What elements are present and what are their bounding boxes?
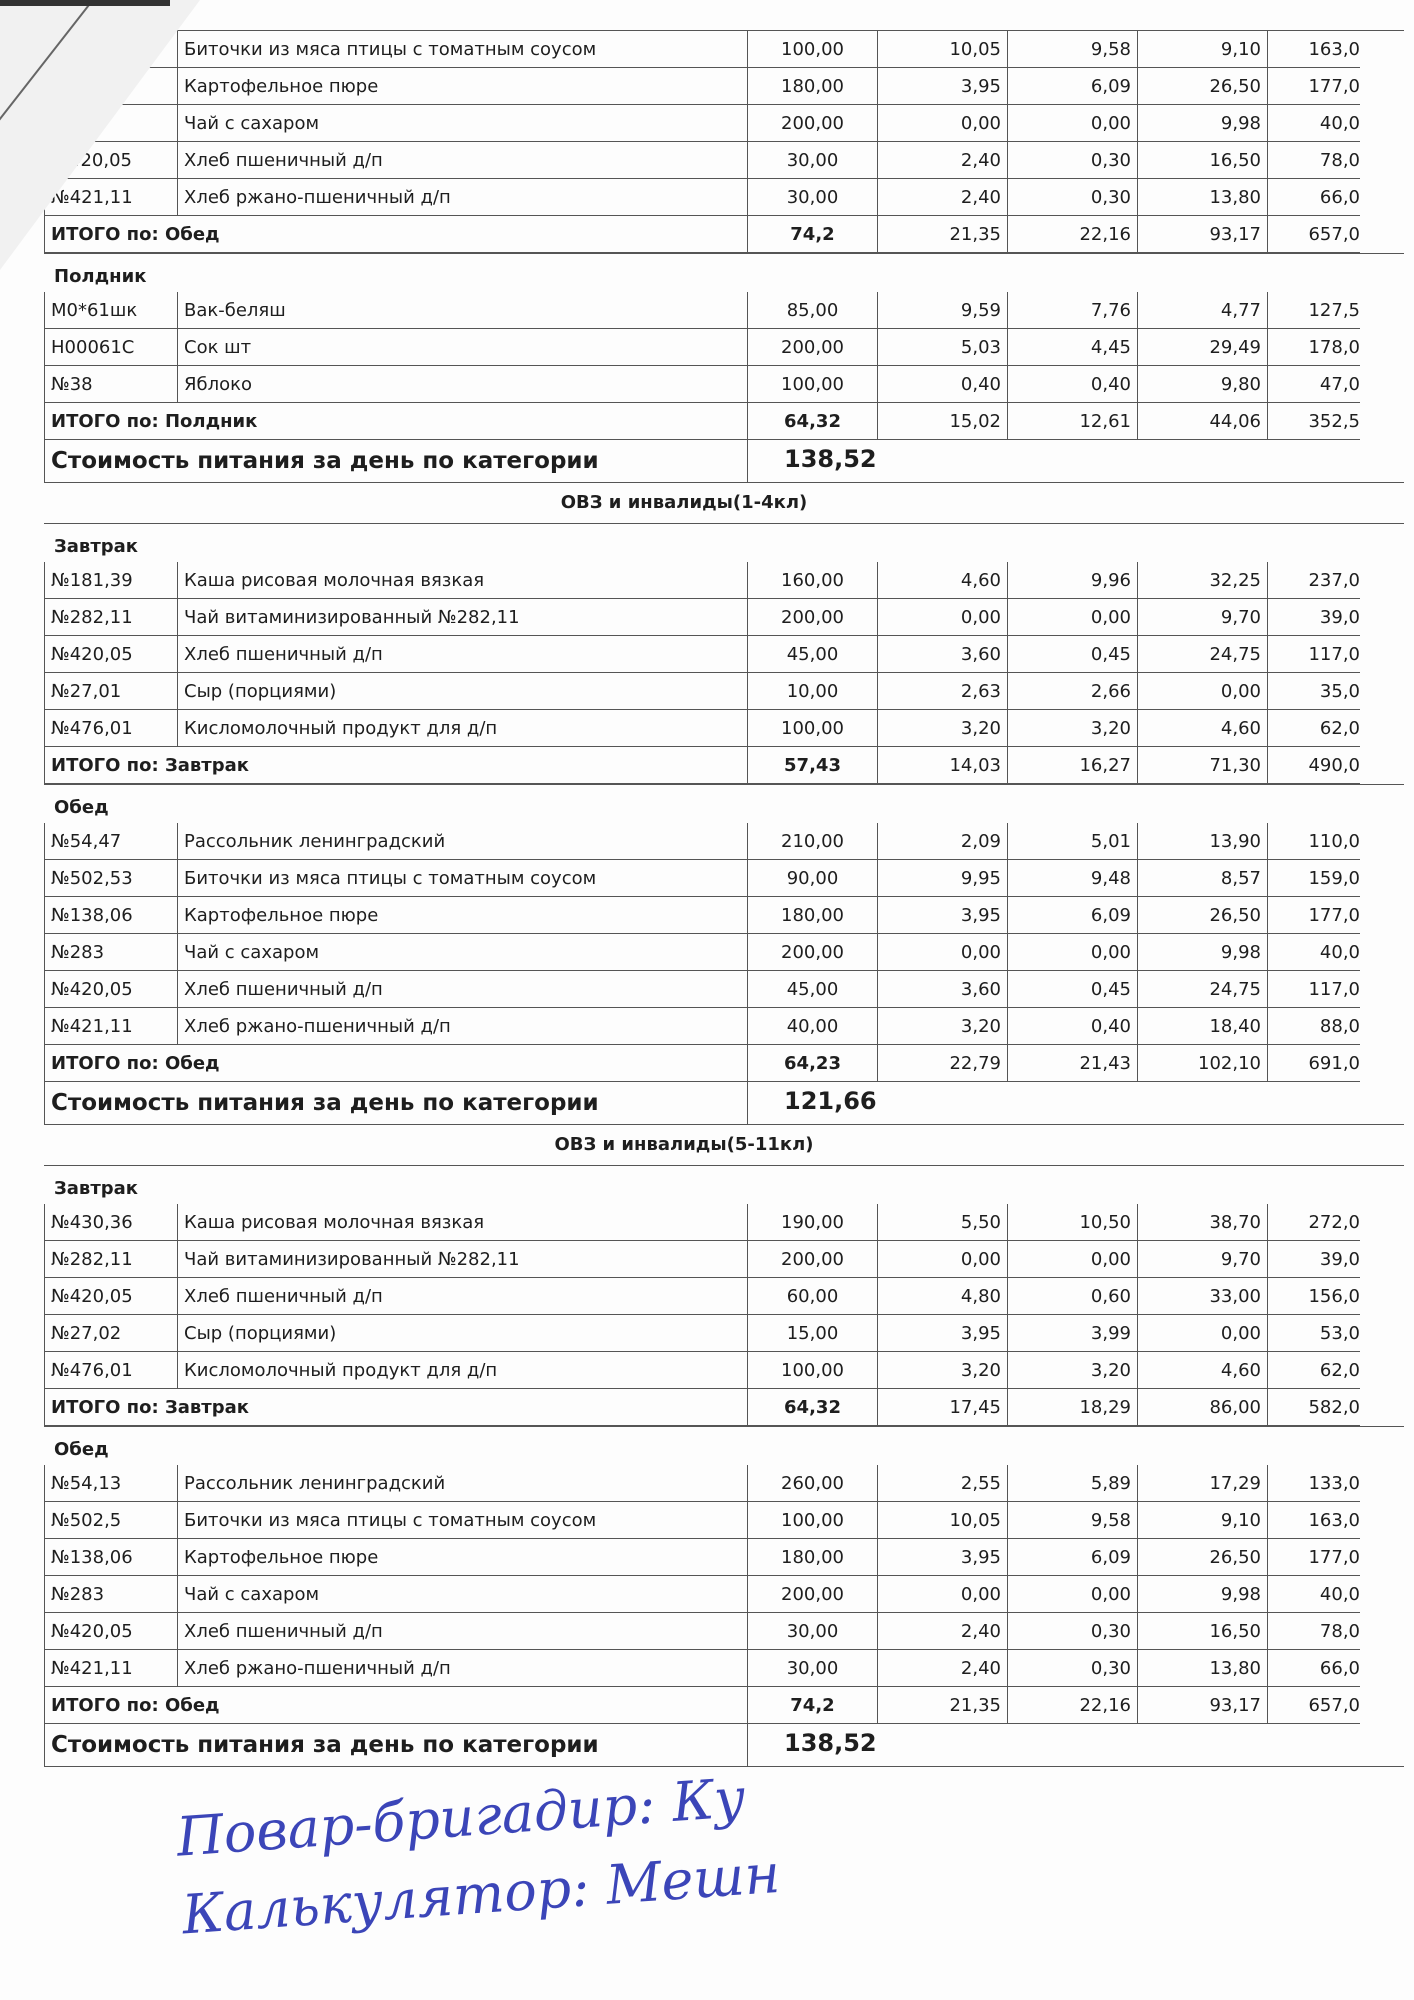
meal-total-carbs: 102,10	[1138, 1045, 1268, 1082]
dish-kcal: 40,0	[1268, 1576, 1360, 1613]
dish-kcal: 62,0	[1268, 1352, 1360, 1389]
dish-weight: 200,00	[748, 329, 878, 366]
dish-carbs: 9,80	[1138, 366, 1268, 403]
dish-name: Хлеб ржано-пшеничный д/п	[178, 1008, 748, 1045]
dish-code: №54,47	[44, 823, 178, 860]
meal-total-protein: 21,35	[878, 216, 1008, 253]
dish-code: №420,05	[44, 1613, 178, 1650]
dish-carbs: 8,57	[1138, 860, 1268, 897]
day-cost-label: Стоимость питания за день по категории	[44, 1082, 748, 1124]
category-section	[44, 483, 1404, 1125]
dish-fat: 0,30	[1008, 142, 1138, 179]
dish-name: Картофельное пюре	[178, 1539, 748, 1576]
dish-code: №27,01	[44, 673, 178, 710]
dish-protein: 2,40	[878, 1650, 1008, 1687]
dish-code: №421,11	[44, 1008, 178, 1045]
meal-block	[44, 1426, 1404, 1724]
dish-name: Сыр (порциями)	[178, 673, 748, 710]
dish-name: Вак-беляш	[178, 292, 748, 329]
category-section	[44, 1125, 1404, 1767]
meal-total-price: 64,32	[748, 403, 878, 440]
dish-kcal: 78,0	[1268, 142, 1360, 179]
dish-code: Н00061С	[44, 329, 178, 366]
dish-code: №420,05	[44, 971, 178, 1008]
dish-carbs: 16,50	[1138, 142, 1268, 179]
dish-carbs: 13,90	[1138, 823, 1268, 860]
dish-fat: 0,60	[1008, 1278, 1138, 1315]
dish-weight: 30,00	[748, 179, 878, 216]
dish-name: Каша рисовая молочная вязкая	[178, 1204, 748, 1241]
dish-carbs: 9,70	[1138, 599, 1268, 636]
dish-kcal: 117,0	[1268, 636, 1360, 673]
dish-weight: 100,00	[748, 1352, 878, 1389]
dish-carbs: 26,50	[1138, 1539, 1268, 1576]
meal-total-kcal: 691,0	[1268, 1045, 1360, 1082]
dish-protein: 3,60	[878, 971, 1008, 1008]
dish-code: №38	[44, 366, 178, 403]
dish-name: Чай витаминизированный №282,11	[178, 599, 748, 636]
dish-weight: 15,00	[748, 1315, 878, 1352]
meal-total-price: 64,32	[748, 1389, 878, 1426]
dish-kcal: 117,0	[1268, 971, 1360, 1008]
meal-total-protein: 22,79	[878, 1045, 1008, 1082]
dish-kcal: 53,0	[1268, 1315, 1360, 1352]
dish-carbs: 33,00	[1138, 1278, 1268, 1315]
dish-name: Хлеб пшеничный д/п	[178, 971, 748, 1008]
meal-table	[44, 562, 1404, 784]
dish-fat: 9,58	[1008, 1502, 1138, 1539]
dish-protein: 10,05	[878, 1502, 1008, 1539]
dish-fat: 10,50	[1008, 1204, 1138, 1241]
meal-total-protein: 15,02	[878, 403, 1008, 440]
meal-total-label: ИТОГО по: Завтрак	[44, 1389, 748, 1426]
day-cost-label: Стоимость питания за день по категории	[44, 1724, 748, 1766]
dish-code: №138,06	[44, 1539, 178, 1576]
dish-kcal: 177,0	[1268, 1539, 1360, 1576]
dish-fat: 4,45	[1008, 329, 1138, 366]
dish-carbs: 26,50	[1138, 897, 1268, 934]
dish-code: №420,05	[44, 1278, 178, 1315]
dish-kcal: 47,0	[1268, 366, 1360, 403]
dish-kcal: 39,0	[1268, 1241, 1360, 1278]
dish-fat: 0,00	[1008, 1576, 1138, 1613]
dish-carbs: 29,49	[1138, 329, 1268, 366]
dish-protein: 2,40	[878, 179, 1008, 216]
dish-carbs: 9,70	[1138, 1241, 1268, 1278]
dish-fat: 6,09	[1008, 1539, 1138, 1576]
meal-total-protein: 14,03	[878, 747, 1008, 784]
meal-total-fat: 18,29	[1008, 1389, 1138, 1426]
dish-weight: 100,00	[748, 366, 878, 403]
dish-code: №476,01	[44, 710, 178, 747]
dish-weight: 200,00	[748, 934, 878, 971]
dish-code: №54,13	[44, 1465, 178, 1502]
dish-carbs: 26,50	[1138, 68, 1268, 105]
dish-kcal: 40,0	[1268, 105, 1360, 142]
dish-weight: 90,00	[748, 860, 878, 897]
dish-fat: 3,99	[1008, 1315, 1138, 1352]
meal-total-fat: 22,16	[1008, 1687, 1138, 1724]
dish-kcal: 177,0	[1268, 897, 1360, 934]
day-cost-value: 138,52	[784, 1729, 877, 1757]
dish-weight: 100,00	[748, 710, 878, 747]
day-cost-label: Стоимость питания за день по категории	[44, 440, 748, 482]
dish-fat: 0,30	[1008, 1650, 1138, 1687]
dish-fat: 0,00	[1008, 934, 1138, 971]
dish-name: Хлеб ржано-пшеничный д/п	[178, 179, 748, 216]
meal-total-fat: 16,27	[1008, 747, 1138, 784]
dish-code: №283	[44, 934, 178, 971]
dish-weight: 200,00	[748, 105, 878, 142]
dish-fat: 0,00	[1008, 599, 1138, 636]
dish-code: №27,02	[44, 1315, 178, 1352]
dish-weight: 260,00	[748, 1465, 878, 1502]
dish-kcal: 237,0	[1268, 562, 1360, 599]
dish-weight: 200,00	[748, 1241, 878, 1278]
meal-total-label: ИТОГО по: Полдник	[44, 403, 748, 440]
dish-fat: 7,76	[1008, 292, 1138, 329]
dish-protein: 2,09	[878, 823, 1008, 860]
meal-total-protein: 21,35	[878, 1687, 1008, 1724]
dish-carbs: 13,80	[1138, 179, 1268, 216]
dish-code: №181,39	[44, 562, 178, 599]
dish-code: …06	[44, 68, 178, 105]
dish-fat: 0,30	[1008, 1613, 1138, 1650]
dish-kcal: 88,0	[1268, 1008, 1360, 1045]
dish-protein: 2,40	[878, 1613, 1008, 1650]
dish-protein: 3,95	[878, 1315, 1008, 1352]
dish-protein: 9,59	[878, 292, 1008, 329]
day-cost-value: 121,66	[784, 1087, 877, 1115]
dish-carbs: 4,60	[1138, 1352, 1268, 1389]
dish-kcal: 178,0	[1268, 329, 1360, 366]
dish-kcal: 177,0	[1268, 68, 1360, 105]
dish-kcal: 78,0	[1268, 1613, 1360, 1650]
dish-weight: 100,00	[748, 31, 878, 68]
dish-protein: 0,00	[878, 934, 1008, 971]
dish-protein: 2,63	[878, 673, 1008, 710]
day-cost-row	[44, 440, 1404, 483]
dish-weight: 200,00	[748, 599, 878, 636]
meal-table	[44, 1465, 1404, 1724]
dish-fat: 6,09	[1008, 68, 1138, 105]
dish-protein: 3,95	[878, 897, 1008, 934]
dish-code: №138,06	[44, 897, 178, 934]
dish-code: №430,36	[44, 1204, 178, 1241]
dish-code: №282,11	[44, 599, 178, 636]
dish-protein: 5,50	[878, 1204, 1008, 1241]
dish-name: Кисломолочный продукт для д/п	[178, 1352, 748, 1389]
dish-carbs: 24,75	[1138, 636, 1268, 673]
dish-name: Картофельное пюре	[178, 68, 748, 105]
meal-total-kcal: 657,0	[1268, 216, 1360, 253]
dish-kcal: 66,0	[1268, 1650, 1360, 1687]
dish-code: №282,11	[44, 1241, 178, 1278]
dish-code: №420,05	[44, 636, 178, 673]
dish-name: Биточки из мяса птицы с томатным соусом	[178, 1502, 748, 1539]
dish-carbs: 16,50	[1138, 1613, 1268, 1650]
dish-name: Яблоко	[178, 366, 748, 403]
meal-total-fat: 12,61	[1008, 403, 1138, 440]
dish-kcal: 127,5	[1268, 292, 1360, 329]
dish-code: …420,05	[44, 142, 178, 179]
meal-title: Завтрак	[44, 523, 1404, 562]
dish-fat: 0,30	[1008, 179, 1138, 216]
dish-fat: 6,09	[1008, 897, 1138, 934]
meal-total-protein: 17,45	[878, 1389, 1008, 1426]
dish-fat: 2,66	[1008, 673, 1138, 710]
dish-carbs: 9,98	[1138, 934, 1268, 971]
dish-name: Хлеб пшеничный д/п	[178, 636, 748, 673]
dish-protein: 0,00	[878, 1576, 1008, 1613]
dish-kcal: 272,0	[1268, 1204, 1360, 1241]
meal-table	[44, 1204, 1404, 1426]
category-section	[44, 30, 1404, 483]
dish-name: Хлеб пшеничный д/п	[178, 1278, 748, 1315]
dish-kcal: 66,0	[1268, 179, 1360, 216]
dish-code: №421,11	[44, 179, 178, 216]
dish-weight: 40,00	[748, 1008, 878, 1045]
dish-carbs: 38,70	[1138, 1204, 1268, 1241]
dish-fat: 0,40	[1008, 1008, 1138, 1045]
meal-title: Обед	[44, 1426, 1404, 1465]
dish-kcal: 35,0	[1268, 673, 1360, 710]
meal-total-fat: 22,16	[1008, 216, 1138, 253]
dish-kcal: 163,0	[1268, 31, 1360, 68]
dish-weight: 160,00	[748, 562, 878, 599]
dish-code: №283	[44, 1576, 178, 1613]
dish-kcal: 40,0	[1268, 934, 1360, 971]
dish-protein: 3,20	[878, 1008, 1008, 1045]
dish-protein: 9,95	[878, 860, 1008, 897]
dish-name: Чай с сахаром	[178, 934, 748, 971]
dish-carbs: 13,80	[1138, 1650, 1268, 1687]
meal-total-label: ИТОГО по: Обед	[44, 1045, 748, 1082]
meal-block	[44, 523, 1404, 784]
meal-total-price: 74,2	[748, 216, 878, 253]
dish-weight: 200,00	[748, 1576, 878, 1613]
meal-total-carbs: 93,17	[1138, 216, 1268, 253]
scan-edge	[0, 0, 170, 6]
dish-protein: 3,95	[878, 68, 1008, 105]
dish-protein: 3,60	[878, 636, 1008, 673]
dish-weight: 30,00	[748, 142, 878, 179]
dish-weight: 85,00	[748, 292, 878, 329]
meal-total-fat: 21,43	[1008, 1045, 1138, 1082]
day-cost-row	[44, 1082, 1404, 1125]
dish-protein: 3,95	[878, 1539, 1008, 1576]
dish-fat: 0,00	[1008, 105, 1138, 142]
dish-weight: 30,00	[748, 1650, 878, 1687]
meal-table	[44, 292, 1404, 440]
dish-weight: 100,00	[748, 1502, 878, 1539]
dish-carbs: 17,29	[1138, 1465, 1268, 1502]
meal-total-carbs: 71,30	[1138, 747, 1268, 784]
dish-name: Хлеб пшеничный д/п	[178, 142, 748, 179]
meal-total-label: ИТОГО по: Завтрак	[44, 747, 748, 784]
dish-fat: 5,01	[1008, 823, 1138, 860]
dish-carbs: 18,40	[1138, 1008, 1268, 1045]
meal-total-kcal: 582,0	[1268, 1389, 1360, 1426]
dish-name: Чай витаминизированный №282,11	[178, 1241, 748, 1278]
meal-block	[44, 784, 1404, 1082]
dish-protein: 0,00	[878, 105, 1008, 142]
dish-name: Каша рисовая молочная вязкая	[178, 562, 748, 599]
dish-carbs: 9,98	[1138, 1576, 1268, 1613]
dish-weight: 190,00	[748, 1204, 878, 1241]
dish-fat: 9,48	[1008, 860, 1138, 897]
dish-name: Кисломолочный продукт для д/п	[178, 710, 748, 747]
signature-calculator: Калькулятор: Мешн	[179, 1841, 782, 1947]
dish-code: №421,11	[44, 1650, 178, 1687]
dish-name: Рассольник ленинградский	[178, 823, 748, 860]
day-cost-value: 138,52	[784, 445, 877, 473]
dish-kcal: 39,0	[1268, 599, 1360, 636]
dish-fat: 0,40	[1008, 366, 1138, 403]
dish-protein: 4,80	[878, 1278, 1008, 1315]
dish-weight: 60,00	[748, 1278, 878, 1315]
dish-protein: 2,55	[878, 1465, 1008, 1502]
dish-carbs: 9,10	[1138, 1502, 1268, 1539]
meal-total-label: ИТОГО по: Обед	[44, 216, 748, 253]
dish-protein: 3,20	[878, 710, 1008, 747]
dish-name: Сок шт	[178, 329, 748, 366]
dish-kcal: 62,0	[1268, 710, 1360, 747]
dish-carbs: 9,10	[1138, 31, 1268, 68]
dish-weight: 45,00	[748, 971, 878, 1008]
dish-name: Биточки из мяса птицы с томатным соусом	[178, 31, 748, 68]
dish-fat: 3,20	[1008, 1352, 1138, 1389]
dish-kcal: 156,0	[1268, 1278, 1360, 1315]
dish-weight: 30,00	[748, 1613, 878, 1650]
dish-name: Сыр (порциями)	[178, 1315, 748, 1352]
meal-title: Полдник	[44, 253, 1404, 292]
dish-fat: 9,96	[1008, 562, 1138, 599]
dish-weight: 180,00	[748, 897, 878, 934]
dish-carbs: 32,25	[1138, 562, 1268, 599]
dish-protein: 4,60	[878, 562, 1008, 599]
dish-name: Чай с сахаром	[178, 1576, 748, 1613]
dish-code: №502,5	[44, 1502, 178, 1539]
dish-carbs: 4,60	[1138, 710, 1268, 747]
dish-weight: 180,00	[748, 68, 878, 105]
meal-title: Завтрак	[44, 1165, 1404, 1204]
dish-name: Картофельное пюре	[178, 897, 748, 934]
meal-total-kcal: 352,5	[1268, 403, 1360, 440]
meal-block	[44, 253, 1404, 440]
category-title: ОВЗ и инвалиды(5-11кл)	[554, 1134, 814, 1155]
meal-title: Обед	[44, 784, 1404, 823]
meal-total-price: 64,23	[748, 1045, 878, 1082]
dish-protein: 0,00	[878, 1241, 1008, 1278]
dish-carbs: 24,75	[1138, 971, 1268, 1008]
dish-name: Хлеб пшеничный д/п	[178, 1613, 748, 1650]
meal-table	[44, 823, 1404, 1082]
folded-page-corner	[0, 0, 200, 270]
dish-weight: 180,00	[748, 1539, 878, 1576]
meal-table	[44, 30, 1404, 253]
dish-kcal: 133,0	[1268, 1465, 1360, 1502]
dish-weight: 210,00	[748, 823, 878, 860]
dish-code: №476,01	[44, 1352, 178, 1389]
meal-total-carbs: 86,00	[1138, 1389, 1268, 1426]
dish-code: …3	[44, 105, 178, 142]
dish-fat: 3,20	[1008, 710, 1138, 747]
dish-fat: 5,89	[1008, 1465, 1138, 1502]
meal-total-label: ИТОГО по: Обед	[44, 1687, 748, 1724]
meal-total-carbs: 93,17	[1138, 1687, 1268, 1724]
dish-protein: 3,20	[878, 1352, 1008, 1389]
meal-total-price: 57,43	[748, 747, 878, 784]
dish-carbs: 4,77	[1138, 292, 1268, 329]
dish-fat: 0,45	[1008, 636, 1138, 673]
dish-kcal: 159,0	[1268, 860, 1360, 897]
dish-code: М0*61шк	[44, 292, 178, 329]
dish-fat: 9,58	[1008, 31, 1138, 68]
meal-total-kcal: 657,0	[1268, 1687, 1360, 1724]
dish-name: Биточки из мяса птицы с томатным соусом	[178, 860, 748, 897]
dish-code: №502,53	[44, 860, 178, 897]
meal-block	[44, 30, 1404, 253]
dish-protein: 0,00	[878, 599, 1008, 636]
dish-carbs: 9,98	[1138, 105, 1268, 142]
dish-protein: 10,05	[878, 31, 1008, 68]
dish-protein: 0,40	[878, 366, 1008, 403]
dish-name: Рассольник ленинградский	[178, 1465, 748, 1502]
dish-name: Хлеб ржано-пшеничный д/п	[178, 1650, 748, 1687]
dish-name: Чай с сахаром	[178, 105, 748, 142]
dish-fat: 0,00	[1008, 1241, 1138, 1278]
category-title: ОВЗ и инвалиды(1-4кл)	[560, 492, 808, 513]
dish-fat: 0,45	[1008, 971, 1138, 1008]
dish-protein: 2,40	[878, 142, 1008, 179]
dish-protein: 5,03	[878, 329, 1008, 366]
dish-weight: 10,00	[748, 673, 878, 710]
dish-carbs: 0,00	[1138, 673, 1268, 710]
dish-kcal: 110,0	[1268, 823, 1360, 860]
meal-total-carbs: 44,06	[1138, 403, 1268, 440]
dish-carbs: 0,00	[1138, 1315, 1268, 1352]
meal-total-price: 74,2	[748, 1687, 878, 1724]
meal-block	[44, 1165, 1404, 1426]
dish-kcal: 163,0	[1268, 1502, 1360, 1539]
signature-cook: Повар-бригадир: Ку	[174, 1766, 748, 1869]
dish-weight: 45,00	[748, 636, 878, 673]
menu-document	[44, 30, 1404, 1767]
meal-total-kcal: 490,0	[1268, 747, 1360, 784]
handwritten-signatures	[174, 1742, 1006, 1999]
